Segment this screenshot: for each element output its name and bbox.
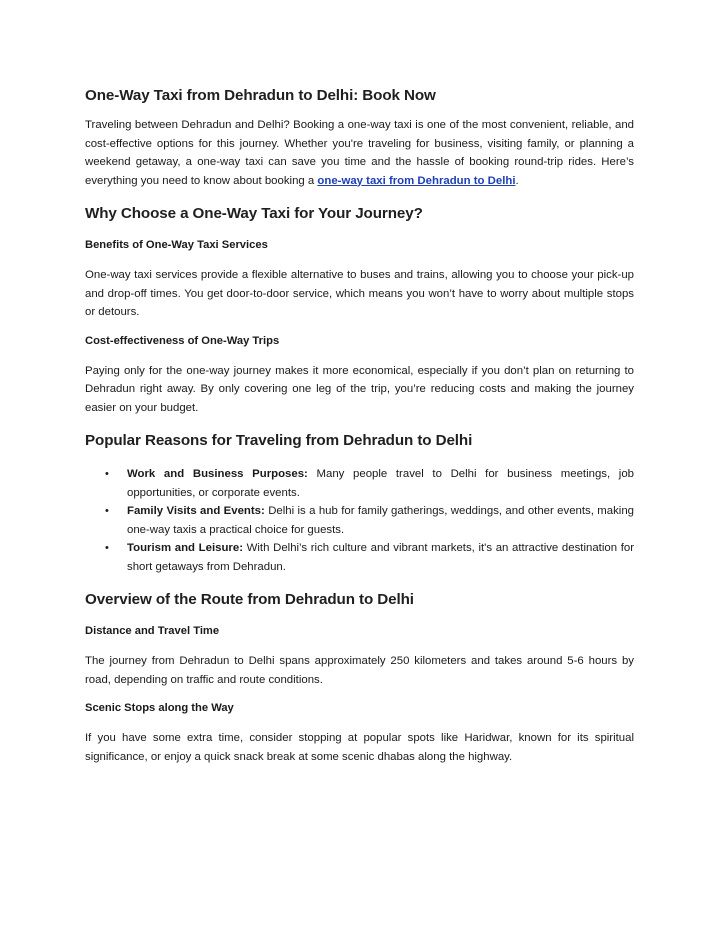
section-heading-why-choose: Why Choose a One-Way Taxi for Your Journey? [85,205,423,222]
scenic-stops-paragraph: If you have some extra time, consider stopping at popular spots like Haridwar, known for its spiritual significance, or enjoy a quick snack break at some scenic dhabas along the highway. [85,732,634,763]
subheading-distance: Distance and Travel Time [85,625,220,637]
list-item-text: With Delhi’s rich culture and vibrant markets, it's an attractive destination for short getaways from Dehradun. [127,542,634,573]
list-item-label: Tourism and Leisure: [127,542,243,554]
reasons-list [85,465,634,576]
bullet-icon: • [105,542,109,554]
cost-effectiveness-paragraph: Paying only for the one-way journey makes it more economical, especially if you don’t plan on returning to Dehradun right away. By only covering one leg of the trip, you’re reducing costs and making the journey easier on your budget. [85,364,634,414]
intro-text: Traveling between Dehradun and Delhi? Booking a one-way taxi is one of the most convenient, reliable, and cost-effective options for this journey. Whether you're traveling for business, visiting family, or planning a weekend getaway, a one-way taxi can save you time and the hassle of booking round-trip rides. Here’s everything you need to know about booking a [85,119,634,187]
list-item-text: Delhi is a hub for family gatherings, weddings, and other events, making one-way taxis a practical choice for guests. [127,505,634,536]
list-item-text: Many people travel to Delhi for business meetings, job opportunities, or corporate events. [127,468,634,499]
distance-paragraph: The journey from Dehradun to Delhi spans approximately 250 kilometers and takes around 5-6 hours by road, depending on traffic and route conditions. [85,655,634,686]
list-item [85,502,634,539]
bullet-icon: • [105,505,109,517]
list-item-label: Work and Business Purposes: [127,468,308,480]
benefits-paragraph: One-way taxi services provide a flexible alternative to buses and trains, allowing you to choose your pick-up and drop-off times. You get door-to-door service, which means you won’t have to worry about multiple stops or detours. [85,269,634,318]
subheading-scenic-stops: Scenic Stops along the Way [85,702,234,714]
page-title: One-Way Taxi from Dehradun to Delhi: Book Now [85,87,436,104]
section-heading-route-overview: Overview of the Route from Dehradun to Delhi [85,591,414,608]
taxi-booking-link[interactable]: one-way taxi from Dehradun to Delhi [317,174,516,187]
subheading-cost-effectiveness: Cost-effectiveness of One-Way Trips [85,334,280,347]
list-item [85,465,634,502]
section-heading-popular-reasons: Popular Reasons for Traveling from Dehradun to Delhi [85,432,473,449]
list-item [85,539,634,576]
subheading-benefits: Benefits of One-Way Taxi Services [85,239,268,251]
intro-text-end: . [515,174,519,187]
list-item-label: Family Visits and Events: [127,505,265,517]
bullet-icon: • [105,468,109,480]
intro-paragraph [85,116,634,190]
